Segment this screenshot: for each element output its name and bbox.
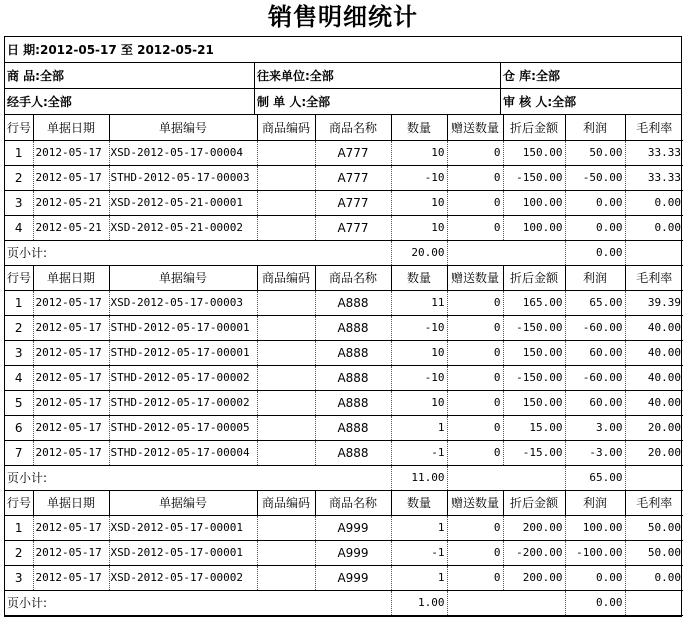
subtotal-row (5, 240, 683, 265)
product-name-cell: A888 (315, 440, 391, 465)
product-name-cell: A888 (315, 290, 391, 315)
filter-row-2 (5, 89, 681, 115)
profit-cell: 0.00 (565, 190, 625, 215)
warehouse-filter: 仓 库:全部 (503, 69, 560, 83)
row-number-cell: 6 (5, 415, 33, 440)
gross-margin-cell: 33.33 (625, 165, 683, 190)
gross-margin-cell: 33.33 (625, 140, 683, 165)
gross-margin-cell: 40.00 (625, 315, 683, 340)
table-row (5, 415, 683, 440)
doc-number-cell: XSD-2012-05-17-00002 (109, 565, 257, 590)
doc-number-cell: XSD-2012-05-21-00002 (109, 215, 257, 240)
product-name-cell: A777 (315, 215, 391, 240)
discounted-amount-cell: -150.00 (503, 365, 565, 390)
row-number-cell: 5 (5, 390, 33, 415)
subtotal-empty (625, 590, 683, 615)
product-code-cell (257, 165, 315, 190)
profit-cell: -100.00 (565, 540, 625, 565)
profit-cell: -3.00 (565, 440, 625, 465)
doc-number-cell: STHD-2012-05-17-00003 (109, 165, 257, 190)
quantity-cell: 1 (391, 415, 447, 440)
discounted-amount-cell: 150.00 (503, 390, 565, 415)
product-name-cell: A999 (315, 515, 391, 540)
subtotal-quantity: 11.00 (391, 465, 447, 490)
doc-date-cell: 2012-05-17 (33, 315, 109, 340)
quantity-cell: 1 (391, 565, 447, 590)
gross-margin-cell: 50.00 (625, 515, 683, 540)
table-row (5, 140, 683, 165)
column-header-row-number: 行号 (5, 115, 33, 140)
product-code-cell (257, 440, 315, 465)
column-header-gift-quantity: 赠送数量 (447, 265, 503, 290)
subtotal-empty (625, 465, 683, 490)
doc-number-cell: XSD-2012-05-17-00003 (109, 290, 257, 315)
column-header-quantity: 数量 (391, 115, 447, 140)
product-code-cell (257, 340, 315, 365)
product-name-cell: A888 (315, 340, 391, 365)
column-header-quantity: 数量 (391, 490, 447, 515)
gross-margin-cell: 50.00 (625, 540, 683, 565)
doc-date-cell: 2012-05-17 (33, 565, 109, 590)
gift-quantity-cell: 0 (447, 340, 503, 365)
discounted-amount-cell: 150.00 (503, 140, 565, 165)
gross-margin-cell: 39.39 (625, 290, 683, 315)
subtotal-row (5, 465, 683, 490)
discounted-amount-cell: -15.00 (503, 440, 565, 465)
gift-quantity-cell: 0 (447, 290, 503, 315)
gross-margin-cell: 40.00 (625, 365, 683, 390)
gift-quantity-cell: 0 (447, 315, 503, 340)
subtotal-empty (625, 240, 683, 265)
doc-number-cell: STHD-2012-05-17-00001 (109, 315, 257, 340)
column-header-doc-date: 单据日期 (33, 490, 109, 515)
row-number-cell: 3 (5, 565, 33, 590)
detail-table (5, 115, 683, 616)
product-code-cell (257, 215, 315, 240)
table-row (5, 540, 683, 565)
gross-margin-cell: 20.00 (625, 440, 683, 465)
subtotal-quantity: 20.00 (391, 240, 447, 265)
product-code-cell (257, 140, 315, 165)
gift-quantity-cell: 0 (447, 165, 503, 190)
column-header-product-code: 商品编码 (257, 490, 315, 515)
quantity-cell: 10 (391, 340, 447, 365)
row-number-cell: 3 (5, 190, 33, 215)
table-row (5, 290, 683, 315)
column-header-gross-margin: 毛利率 (625, 265, 683, 290)
doc-number-cell: STHD-2012-05-17-00001 (109, 340, 257, 365)
quantity-cell: -1 (391, 440, 447, 465)
column-header-doc-date: 单据日期 (33, 265, 109, 290)
table-row (5, 165, 683, 190)
table-row (5, 440, 683, 465)
discounted-amount-cell: 100.00 (503, 215, 565, 240)
product-name-cell: A777 (315, 190, 391, 215)
doc-date-cell: 2012-05-17 (33, 440, 109, 465)
subtotal-profit: 0.00 (565, 590, 625, 615)
date-range: 日 期:2012-05-17 至 2012-05-21 (7, 43, 214, 57)
doc-number-cell: STHD-2012-05-17-00002 (109, 390, 257, 415)
subtotal-profit: 65.00 (565, 465, 625, 490)
quantity-cell: -10 (391, 165, 447, 190)
table-row (5, 315, 683, 340)
profit-cell: 100.00 (565, 515, 625, 540)
gift-quantity-cell: 0 (447, 215, 503, 240)
maker-filter: 制 单 人:全部 (255, 89, 501, 114)
doc-number-cell: XSD-2012-05-17-00001 (109, 515, 257, 540)
gift-quantity-cell: 0 (447, 415, 503, 440)
doc-number-cell: STHD-2012-05-17-00002 (109, 365, 257, 390)
doc-date-cell: 2012-05-17 (33, 515, 109, 540)
discounted-amount-cell: 200.00 (503, 515, 565, 540)
quantity-cell: 10 (391, 190, 447, 215)
doc-number-cell: XSD-2012-05-17-00001 (109, 540, 257, 565)
partner-filter: 往来单位:全部 (255, 63, 501, 88)
gross-margin-cell: 0.00 (625, 565, 683, 590)
product-code-cell (257, 190, 315, 215)
gift-quantity-cell: 0 (447, 390, 503, 415)
row-number-cell: 1 (5, 290, 33, 315)
table-row (5, 190, 683, 215)
subtotal-quantity: 1.00 (391, 590, 447, 615)
doc-date-cell: 2012-05-17 (33, 140, 109, 165)
gift-quantity-cell: 0 (447, 140, 503, 165)
profit-cell: 0.00 (565, 215, 625, 240)
gross-margin-cell: 20.00 (625, 415, 683, 440)
quantity-cell: -10 (391, 365, 447, 390)
quantity-cell: 10 (391, 140, 447, 165)
auditor-filter: 审 核 人:全部 (503, 95, 577, 109)
product-code-cell (257, 540, 315, 565)
quantity-cell: 11 (391, 290, 447, 315)
row-number-cell: 1 (5, 140, 33, 165)
row-number-cell: 1 (5, 515, 33, 540)
column-header-row-number: 行号 (5, 265, 33, 290)
quantity-cell: -10 (391, 315, 447, 340)
filter-row-1 (5, 63, 681, 89)
gift-quantity-cell: 0 (447, 515, 503, 540)
gross-margin-cell: 0.00 (625, 215, 683, 240)
discounted-amount-cell: 165.00 (503, 290, 565, 315)
doc-number-cell: STHD-2012-05-17-00004 (109, 440, 257, 465)
column-header-product-name: 商品名称 (315, 490, 391, 515)
column-header-gross-margin: 毛利率 (625, 490, 683, 515)
gross-margin-cell: 0.00 (625, 190, 683, 215)
table-header-row (5, 490, 683, 515)
column-header-doc-date: 单据日期 (33, 115, 109, 140)
table-header-row (5, 115, 683, 140)
doc-date-cell: 2012-05-17 (33, 540, 109, 565)
doc-date-cell: 2012-05-21 (33, 190, 109, 215)
doc-date-cell: 2012-05-21 (33, 215, 109, 240)
subtotal-empty (447, 465, 565, 490)
subtotal-label: 页小计: (5, 590, 391, 615)
column-header-profit: 利润 (565, 115, 625, 140)
profit-cell: 65.00 (565, 290, 625, 315)
gross-margin-cell: 40.00 (625, 390, 683, 415)
product-name-cell: A777 (315, 140, 391, 165)
product-code-cell (257, 515, 315, 540)
quantity-cell: 10 (391, 390, 447, 415)
row-number-cell: 2 (5, 165, 33, 190)
product-code-cell (257, 290, 315, 315)
profit-cell: 0.00 (565, 565, 625, 590)
discounted-amount-cell: 15.00 (503, 415, 565, 440)
column-header-profit: 利润 (565, 265, 625, 290)
column-header-product-code: 商品编码 (257, 265, 315, 290)
doc-date-cell: 2012-05-17 (33, 165, 109, 190)
table-row (5, 390, 683, 415)
doc-number-cell: XSD-2012-05-21-00001 (109, 190, 257, 215)
product-name-cell: A888 (315, 415, 391, 440)
handler-filter: 经手人:全部 (5, 89, 255, 114)
report-sheet (4, 36, 682, 617)
column-header-gross-margin: 毛利率 (625, 115, 683, 140)
row-number-cell: 2 (5, 315, 33, 340)
discounted-amount-cell: -150.00 (503, 165, 565, 190)
discounted-amount-cell: -200.00 (503, 540, 565, 565)
column-header-doc-number: 单据编号 (109, 265, 257, 290)
doc-date-cell: 2012-05-17 (33, 290, 109, 315)
doc-date-cell: 2012-05-17 (33, 415, 109, 440)
row-number-cell: 3 (5, 340, 33, 365)
profit-cell: 3.00 (565, 415, 625, 440)
subtotal-empty (447, 240, 565, 265)
subtotal-row (5, 590, 683, 615)
column-header-doc-number: 单据编号 (109, 490, 257, 515)
gift-quantity-cell: 0 (447, 440, 503, 465)
column-header-doc-number: 单据编号 (109, 115, 257, 140)
column-header-row-number: 行号 (5, 490, 33, 515)
profit-cell: 50.00 (565, 140, 625, 165)
table-row (5, 365, 683, 390)
product-name-cell: A888 (315, 390, 391, 415)
profit-cell: -60.00 (565, 315, 625, 340)
subtotal-profit: 0.00 (565, 240, 625, 265)
quantity-cell: 1 (391, 515, 447, 540)
gift-quantity-cell: 0 (447, 565, 503, 590)
gross-margin-cell: 40.00 (625, 340, 683, 365)
row-number-cell: 4 (5, 365, 33, 390)
product-code-cell (257, 415, 315, 440)
column-header-profit: 利润 (565, 490, 625, 515)
column-header-product-name: 商品名称 (315, 115, 391, 140)
profit-cell: 60.00 (565, 340, 625, 365)
gift-quantity-cell: 0 (447, 190, 503, 215)
row-number-cell: 7 (5, 440, 33, 465)
product-name-cell: A999 (315, 565, 391, 590)
product-name-cell: A777 (315, 165, 391, 190)
product-code-cell (257, 565, 315, 590)
doc-date-cell: 2012-05-17 (33, 390, 109, 415)
discounted-amount-cell: 100.00 (503, 190, 565, 215)
product-code-cell (257, 315, 315, 340)
discounted-amount-cell: -150.00 (503, 315, 565, 340)
gift-quantity-cell: 0 (447, 365, 503, 390)
column-header-discounted-amount: 折后金额 (503, 490, 565, 515)
doc-date-cell: 2012-05-17 (33, 365, 109, 390)
column-header-quantity: 数量 (391, 265, 447, 290)
row-number-cell: 4 (5, 215, 33, 240)
column-header-gift-quantity: 赠送数量 (447, 115, 503, 140)
subtotal-empty (447, 590, 565, 615)
doc-number-cell: XSD-2012-05-17-00004 (109, 140, 257, 165)
quantity-cell: -1 (391, 540, 447, 565)
column-header-gift-quantity: 赠送数量 (447, 490, 503, 515)
table-row (5, 215, 683, 240)
product-name-cell: A888 (315, 365, 391, 390)
profit-cell: -50.00 (565, 165, 625, 190)
doc-date-cell: 2012-05-17 (33, 340, 109, 365)
product-code-cell (257, 365, 315, 390)
table-header-row (5, 265, 683, 290)
discounted-amount-cell: 200.00 (503, 565, 565, 590)
discounted-amount-cell: 150.00 (503, 340, 565, 365)
product-name-cell: A999 (315, 540, 391, 565)
column-header-product-name: 商品名称 (315, 265, 391, 290)
profit-cell: -60.00 (565, 365, 625, 390)
row-number-cell: 2 (5, 540, 33, 565)
quantity-cell: 10 (391, 215, 447, 240)
column-header-discounted-amount: 折后金额 (503, 265, 565, 290)
column-header-product-code: 商品编码 (257, 115, 315, 140)
table-row (5, 515, 683, 540)
table-row (5, 340, 683, 365)
table-row (5, 565, 683, 590)
profit-cell: 60.00 (565, 390, 625, 415)
report-title: 销售明细统计 (268, 2, 418, 31)
product-name-cell: A888 (315, 315, 391, 340)
column-header-discounted-amount: 折后金额 (503, 115, 565, 140)
subtotal-label: 页小计: (5, 240, 391, 265)
doc-number-cell: STHD-2012-05-17-00005 (109, 415, 257, 440)
subtotal-label: 页小计: (5, 465, 391, 490)
product-code-cell (257, 390, 315, 415)
date-range-row (5, 37, 681, 63)
gift-quantity-cell: 0 (447, 540, 503, 565)
product-filter: 商 品:全部 (5, 63, 255, 88)
